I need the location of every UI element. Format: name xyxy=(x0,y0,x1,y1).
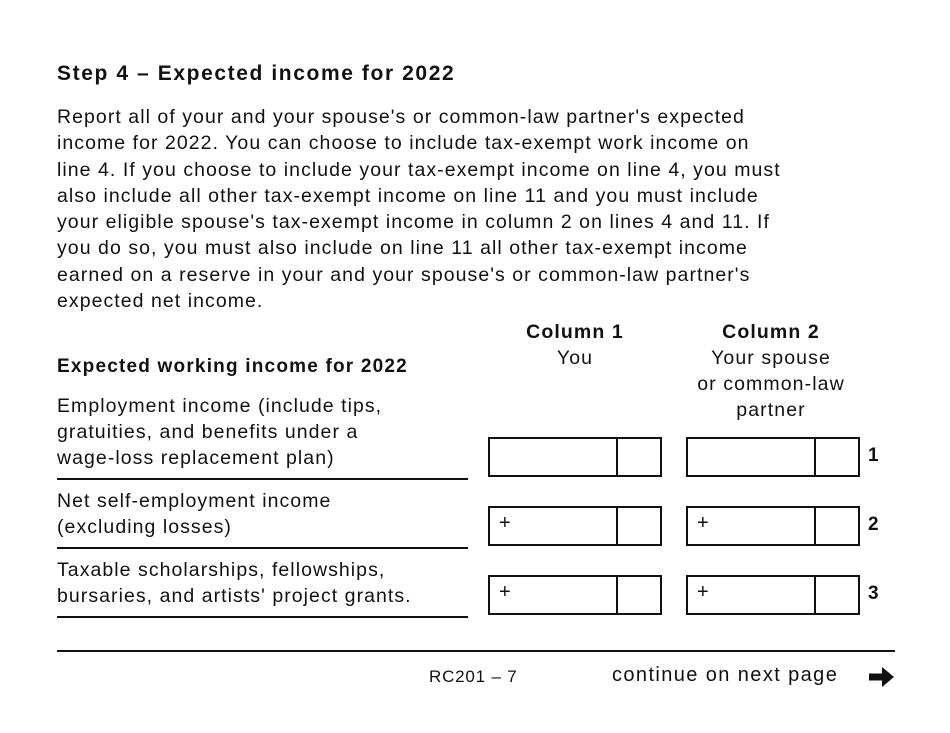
row-label-line: wage-loss replacement plan) xyxy=(57,447,335,469)
plus-sign: + xyxy=(499,581,511,603)
line-2-column-1-input[interactable] xyxy=(488,506,662,546)
column-2-subtitle: Your spouse xyxy=(711,347,831,369)
column-1-header xyxy=(488,319,662,371)
line-3-column-1-input[interactable] xyxy=(488,575,662,615)
row-label-line: Taxable scholarships, fellowships, xyxy=(57,559,386,581)
line-3-column-2-input[interactable] xyxy=(686,575,860,615)
intro-paragraph xyxy=(57,104,917,314)
row-3-label xyxy=(57,557,477,609)
intro-line: earned on a reserve in your and your spouse's or common-law partner's xyxy=(57,263,751,286)
cents-divider xyxy=(616,439,618,475)
line-2-column-2-input[interactable] xyxy=(686,506,860,546)
column-1-subtitle: You xyxy=(556,347,594,369)
row-label-line: bursaries, and artists' project grants. xyxy=(57,585,412,607)
step-title: Step 4 – Expected income for 2022 xyxy=(57,62,456,85)
row-label-line: gratuities, and benefits under a xyxy=(57,421,359,443)
row-1-label xyxy=(57,393,477,471)
plus-sign: + xyxy=(697,581,709,603)
plus-sign: + xyxy=(697,512,709,534)
line-number-2: 2 xyxy=(868,514,879,535)
footer-divider xyxy=(57,650,895,652)
row-2-label xyxy=(57,488,477,540)
cents-divider xyxy=(616,577,618,613)
intro-line: line 4. If you choose to include your tax-exempt income on line 4, you must xyxy=(57,158,781,181)
page-number: RC201 – 7 xyxy=(429,667,518,686)
column-2-subtitle: or common-law xyxy=(697,373,845,395)
intro-line: also include all other tax-exempt income on line 11 and you must include xyxy=(57,184,759,207)
intro-line: expected net income. xyxy=(57,290,264,313)
column-1-title: Column 1 xyxy=(526,321,624,343)
row-divider xyxy=(57,478,468,480)
intro-line: Report all of your and your spouse's or common-law partner's expected xyxy=(57,106,745,128)
right-arrow-icon[interactable] xyxy=(868,665,895,689)
intro-line: income for 2022. You can choose to include tax-exempt work income on xyxy=(57,132,750,155)
column-2-subtitle: partner xyxy=(736,399,806,421)
section-heading: Expected working income for 2022 xyxy=(57,356,408,377)
column-2-title: Column 2 xyxy=(722,321,820,343)
row-label-line: (excluding losses) xyxy=(57,516,232,538)
line-number-3: 3 xyxy=(868,583,879,604)
cents-divider xyxy=(814,439,816,475)
line-1-column-1-input[interactable] xyxy=(488,437,662,477)
cents-divider xyxy=(814,577,816,613)
row-label-line: Net self-employment income xyxy=(57,490,332,512)
line-number-1: 1 xyxy=(868,445,879,466)
cents-divider xyxy=(814,508,816,544)
row-divider xyxy=(57,547,468,549)
plus-sign: + xyxy=(499,512,511,534)
intro-line: you do so, you must also include on line 11 all other tax-exempt income xyxy=(57,237,748,260)
continue-link[interactable]: continue on next page xyxy=(612,664,839,686)
cents-divider xyxy=(616,508,618,544)
row-divider xyxy=(57,616,468,618)
column-2-header xyxy=(680,319,862,423)
intro-line: your eligible spouse's tax-exempt income in column 2 on lines 4 and 11. If xyxy=(57,211,770,234)
row-label-line: Employment income (include tips, xyxy=(57,395,383,417)
line-1-column-2-input[interactable] xyxy=(686,437,860,477)
